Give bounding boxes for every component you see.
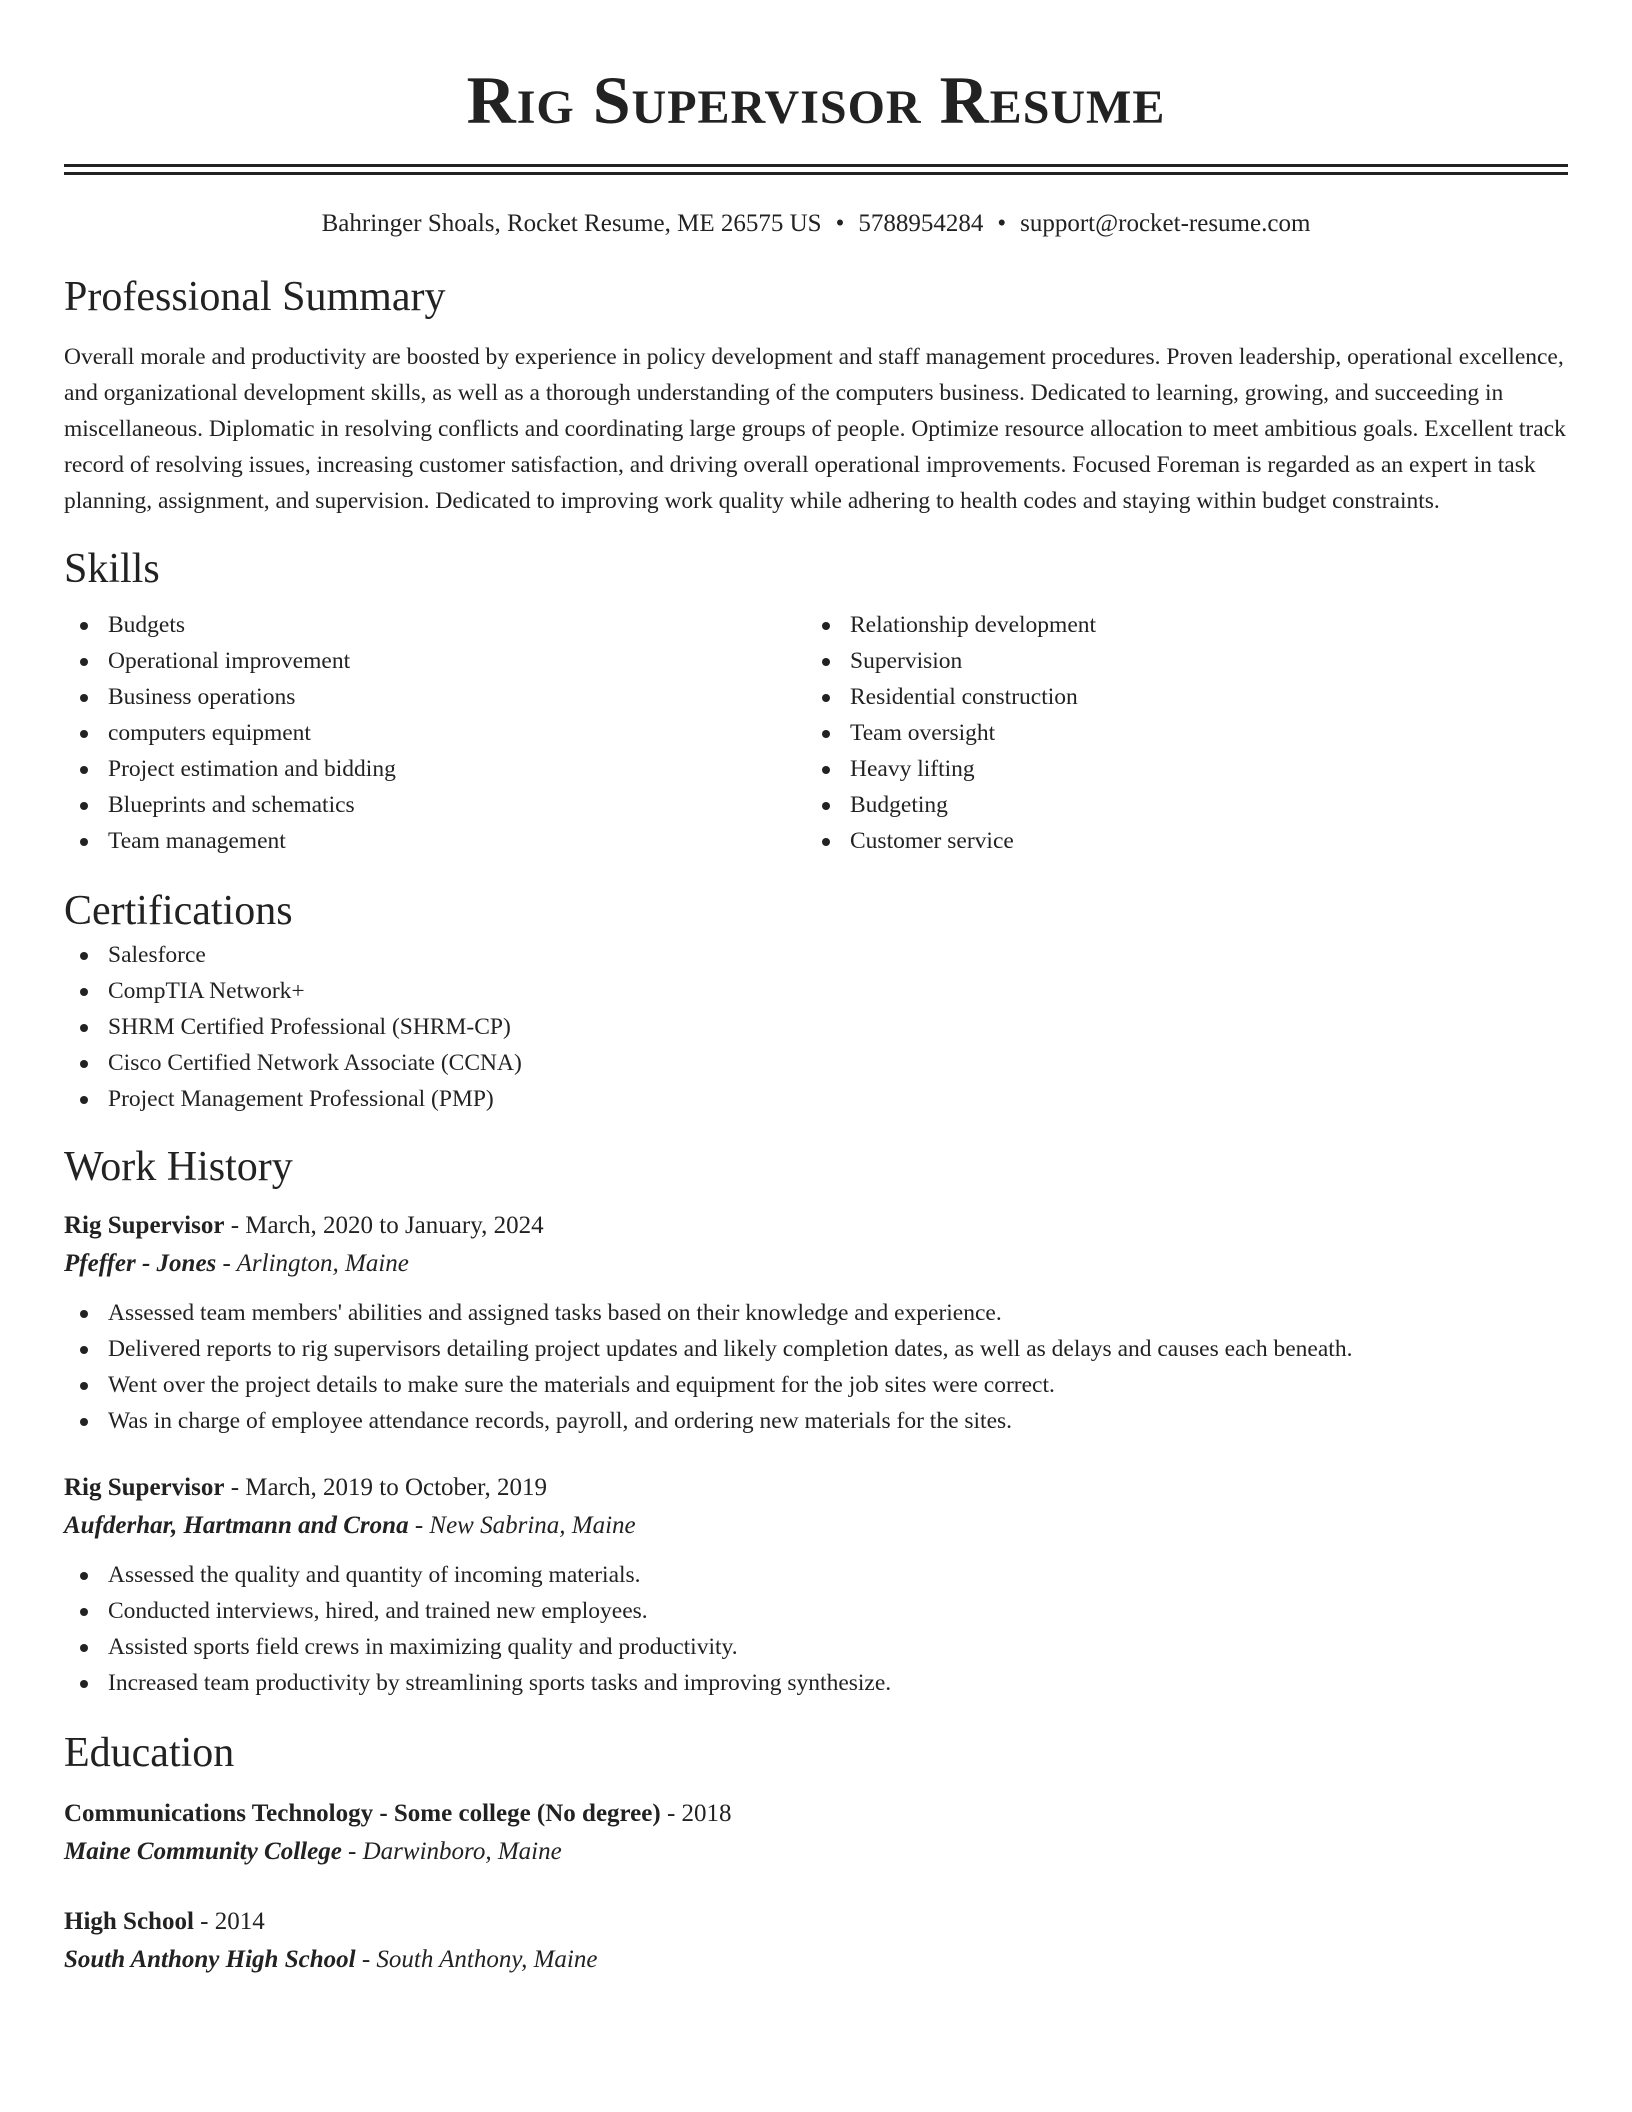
job-duty-item: Went over the project details to make sure the materials and equipment for the job sites were correct. xyxy=(64,1367,1568,1403)
work-history-section xyxy=(64,1141,1568,1701)
company-line xyxy=(64,1245,1568,1283)
contact-email: support@rocket-resume.com xyxy=(1020,210,1311,237)
skill-item: Customer service xyxy=(806,823,1548,859)
job-title-line xyxy=(64,1207,1568,1245)
skill-item: Team management xyxy=(64,823,806,859)
skills-column-left xyxy=(64,607,806,859)
school-location: - Darwinboro, Maine xyxy=(341,1838,562,1865)
school-name: South Anthony High School xyxy=(64,1946,356,1973)
job-duty-item: Assisted sports field crews in maximizing quality and productivity. xyxy=(64,1629,1568,1665)
job-dates: - March, 2019 to October, 2019 xyxy=(224,1474,547,1501)
job-duties-list xyxy=(64,1295,1568,1439)
job-title: Rig Supervisor xyxy=(64,1212,225,1239)
education-entry xyxy=(64,1903,1568,1979)
certification-item: SHRM Certified Professional (SHRM-CP) xyxy=(64,1009,1568,1045)
skill-item: Operational improvement xyxy=(64,643,806,679)
job-duty-item: Assessed the quality and quantity of incoming materials. xyxy=(64,1557,1568,1593)
certification-item: Cisco Certified Network Associate (CCNA) xyxy=(64,1045,1568,1081)
title-rule-bottom xyxy=(64,172,1568,175)
education-entry xyxy=(64,1795,1568,1871)
skill-item: Budgets xyxy=(64,607,806,643)
school-line xyxy=(64,1941,1568,1979)
skill-item: Budgeting xyxy=(806,787,1548,823)
job-entry xyxy=(64,1469,1568,1701)
contact-separator: • xyxy=(997,210,1007,237)
skills-section xyxy=(64,543,1568,859)
degree-name: High School xyxy=(64,1908,194,1935)
skill-item: Relationship development xyxy=(806,607,1548,643)
skill-item: Business operations xyxy=(64,679,806,715)
contact-phone: 5788954284 xyxy=(858,210,984,237)
title-rule-top xyxy=(64,164,1568,167)
degree-line xyxy=(64,1903,1568,1941)
skill-item: Team oversight xyxy=(806,715,1548,751)
degree-year: - 2018 xyxy=(660,1800,732,1827)
job-duty-item: Was in charge of employee attendance records, payroll, and ordering new materials for the sites. xyxy=(64,1403,1568,1439)
summary-section xyxy=(64,271,1568,519)
job-entry xyxy=(64,1207,1568,1439)
certification-item: Project Management Professional (PMP) xyxy=(64,1081,1568,1117)
degree-year: - 2014 xyxy=(193,1908,265,1935)
skill-item: Project estimation and bidding xyxy=(64,751,806,787)
contact-separator: • xyxy=(835,210,845,237)
school-line xyxy=(64,1833,1568,1871)
certifications-heading: Certifications xyxy=(64,888,293,934)
company-location: - New Sabrina, Maine xyxy=(408,1512,636,1539)
company-line xyxy=(64,1507,1568,1545)
company-name: Pfeffer - Jones xyxy=(64,1250,217,1277)
skill-item: computers equipment xyxy=(64,715,806,751)
skills-heading: Skills xyxy=(64,546,160,592)
certification-item: CompTIA Network+ xyxy=(64,973,1568,1009)
certifications-list xyxy=(64,937,1568,1117)
job-title-line xyxy=(64,1469,1568,1507)
work-history-heading: Work History xyxy=(64,1144,293,1190)
company-name: Aufderhar, Hartmann and Crona xyxy=(64,1512,409,1539)
job-duties-list xyxy=(64,1557,1568,1701)
skill-item: Supervision xyxy=(806,643,1548,679)
resume-title: Rig Supervisor Resume xyxy=(466,62,1166,138)
skill-item: Blueprints and schematics xyxy=(64,787,806,823)
job-dates: - March, 2020 to January, 2024 xyxy=(224,1212,544,1239)
skill-item: Heavy lifting xyxy=(806,751,1548,787)
summary-text: Overall morale and productivity are boosted by experience in policy development and staff management procedures. Proven leadership, operational excellence, and organizational development skills, as well as a thorough understanding of the computers business. Dedicated to learning, growing, and succeeding in miscellaneous. Diplomatic in resolving conflicts and coordinating large groups of people. Optimize resource allocation to meet ambitious goals. Excellent track record of resolving issues, increasing customer satisfaction, and driving overall operational improvements. Focused Foreman is regarded as an expert in task planning, assignment, and supervision. Dedicated to improving work quality while adhering to health codes and staying within budget constraints. xyxy=(64,344,1566,514)
skills-column-right xyxy=(806,607,1548,859)
education-section xyxy=(64,1727,1568,1979)
job-duty-item: Assessed team members' abilities and assigned tasks based on their knowledge and experience. xyxy=(64,1295,1568,1331)
education-heading: Education xyxy=(64,1730,235,1776)
school-location: - South Anthony, Maine xyxy=(355,1946,598,1973)
skills-list-left xyxy=(64,607,806,859)
summary-heading: Professional Summary xyxy=(64,274,446,320)
skill-item: Residential construction xyxy=(806,679,1548,715)
company-location: - Arlington, Maine xyxy=(216,1250,409,1277)
contact-line xyxy=(64,207,1568,241)
skills-list-right xyxy=(806,607,1548,859)
job-title: Rig Supervisor xyxy=(64,1474,225,1501)
skills-columns xyxy=(64,607,1568,859)
certification-item: Salesforce xyxy=(64,937,1568,973)
contact-address: Bahringer Shoals, Rocket Resume, ME 26575 US xyxy=(321,210,822,237)
degree-line xyxy=(64,1795,1568,1833)
degree-name: Communications Technology - Some college (No degree) xyxy=(64,1800,661,1827)
certifications-section xyxy=(64,885,1568,1117)
job-duty-item: Delivered reports to rig supervisors detailing project updates and likely completion dates, as well as delays and causes each beneath. xyxy=(64,1331,1568,1367)
job-duty-item: Increased team productivity by streamlining sports tasks and improving synthesize. xyxy=(64,1665,1568,1701)
job-duty-item: Conducted interviews, hired, and trained new employees. xyxy=(64,1593,1568,1629)
school-name: Maine Community College xyxy=(64,1838,342,1865)
